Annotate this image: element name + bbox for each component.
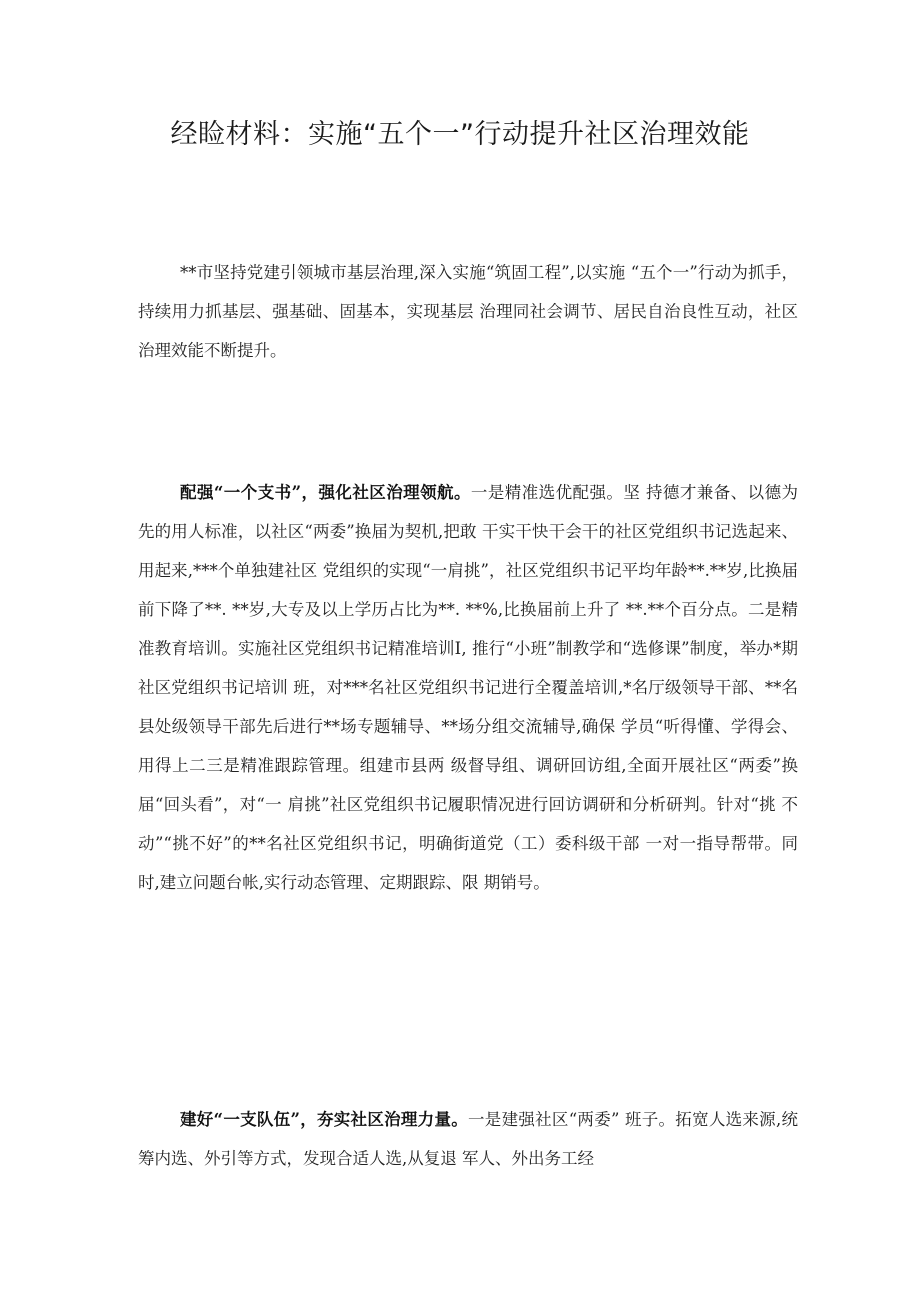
paragraph-lead: 配强“一个支书”，强化社区治理领航。 xyxy=(180,483,471,502)
paragraph-team xyxy=(138,1100,798,1178)
document-title: 经睑材料：实施“五个一”行动提升社区治理效能 xyxy=(170,119,750,150)
paragraph-body: 一是精准选优配强。坚 持德才兼备、以德为先的用人标准，以社区“两委”换届为契机,把敢 干实干快干会干的社区党组织书记选起来、用起来,***个单独建社区 党组织的实现“一肩挑”，社区党组织书记平均年龄**.**岁,比换届 前下降了**. **岁,大专及以上学历占比为**. **%,比换届前上升了 **.**个百分点。二是精准教育培训。实施社区党组织书记精准培训Ⅰ, 推行“小班”制教学和“选修课”制度，举办*期社区党组织书记培训 班，对***名社区党组织书记进行全覆盖培训,*名厅级领导干部、**名县处级领导干部先后进行**场专题辅导、**场分组交流辅导,确保 学员“听得懂、学得会、用得上二三是精准跟踪管理。组建市县两 级督导组、调研回访组,全面开展社区“两委”换届“回头看”，对“一 肩挑”社区党组织书记履职情况进行回访调研和分析研判。针对“挑 不动”“挑不好”的**名社区党组织书记，明确街道党（工）委科级干部 一对一指导帮带。同时,建立问题台帐,实行动态管理、定期跟踪、限 期销号。 xyxy=(138,483,799,892)
paragraph-secretary xyxy=(138,473,798,902)
paragraph-body: **市坚持党建引领城市基层治理,深入实施“筑固工程”,以实施 “五个一”行动为抓手，持续用力抓基层、强基础、固基本，实现基层 治理同社会调节、居民自治良性互动，社区治理效能不断提升。 xyxy=(138,263,798,360)
paragraph-body: 一是建强社区“两委” 班子。拓宽人选来源,统筹内选、外引等方式，发现合适人选,从复退 军人、外出务工经 xyxy=(138,1110,798,1168)
paragraph-intro xyxy=(138,253,798,370)
paragraph-lead: 建好“一支队伍”，夯实社区治理力量。 xyxy=(180,1110,469,1129)
